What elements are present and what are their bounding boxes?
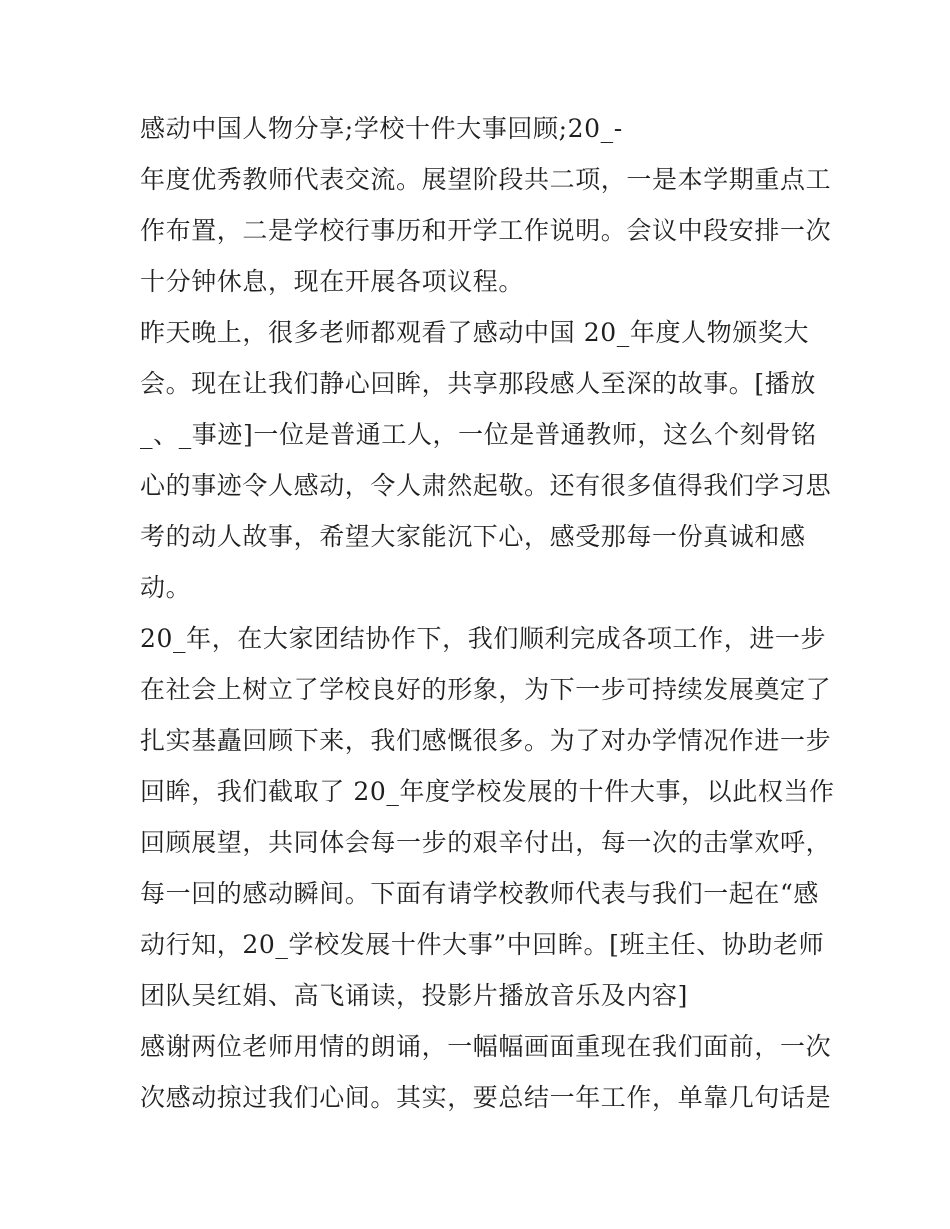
text-line: 昨天晚上，很多老师都观看了感动中国 20_年度人物颁奖大 xyxy=(140,318,810,347)
text-line: 感动中国人物分享;学校十件大事回顾;20_- xyxy=(140,114,623,143)
text-line: 团队吴红娟、高飞诵读，投影片播放音乐及内容] xyxy=(140,981,688,1010)
text-line: 每一回的感动瞬间。下面有请学校教师代表与我们一起在“感 xyxy=(140,879,819,908)
text-line: 作布置，二是学校行事历和开学工作说明。会议中段安排一次 xyxy=(140,216,832,245)
text-line: 动行知，20_学校发展十件大事”中回眸。[班主任、协助老师 xyxy=(140,930,825,959)
text-line: 心的事迹令人感动，令人肃然起敬。还有很多值得我们学习思 xyxy=(140,471,832,500)
text-line: 十分钟休息，现在开展各项议程。 xyxy=(140,267,525,296)
text-line: 年度优秀教师代表交流。展望阶段共二项，一是本学期重点工 xyxy=(140,165,832,194)
text-line: 20_年，在大家团结协作下，我们顺利完成各项工作，进一步 xyxy=(140,624,827,653)
text-line: 感谢两位老师用情的朗诵，一幅幅画面重现在我们面前，一次 xyxy=(140,1032,832,1061)
text-line: 回眸，我们截取了 20_年度学校发展的十件大事，以此权当作 xyxy=(140,777,835,806)
text-line: 回顾展望，共同体会每一步的艰辛付出，每一次的击掌欢呼， xyxy=(140,828,832,857)
text-line: 考的动人故事，希望大家能沉下心，感受那每一份真诚和感 xyxy=(140,522,806,551)
text-line: _、_事迹]一位是普通工人，一位是普通教师，这么个刻骨铭 xyxy=(140,420,817,449)
text-line: 次感动掠过我们心间。其实，要总结一年工作，单靠几句话是 xyxy=(140,1083,832,1112)
text-line: 在社会上树立了学校良好的形象，为下一步可持续发展奠定了 xyxy=(140,675,832,704)
text-line: 扎实基矗回顾下来，我们感慨很多。为了对办学情况作进一步 xyxy=(140,726,832,755)
text-line: 动。 xyxy=(140,573,192,602)
text-line: 会。现在让我们静心回眸，共享那段感人至深的故事。[播放 xyxy=(140,369,816,398)
